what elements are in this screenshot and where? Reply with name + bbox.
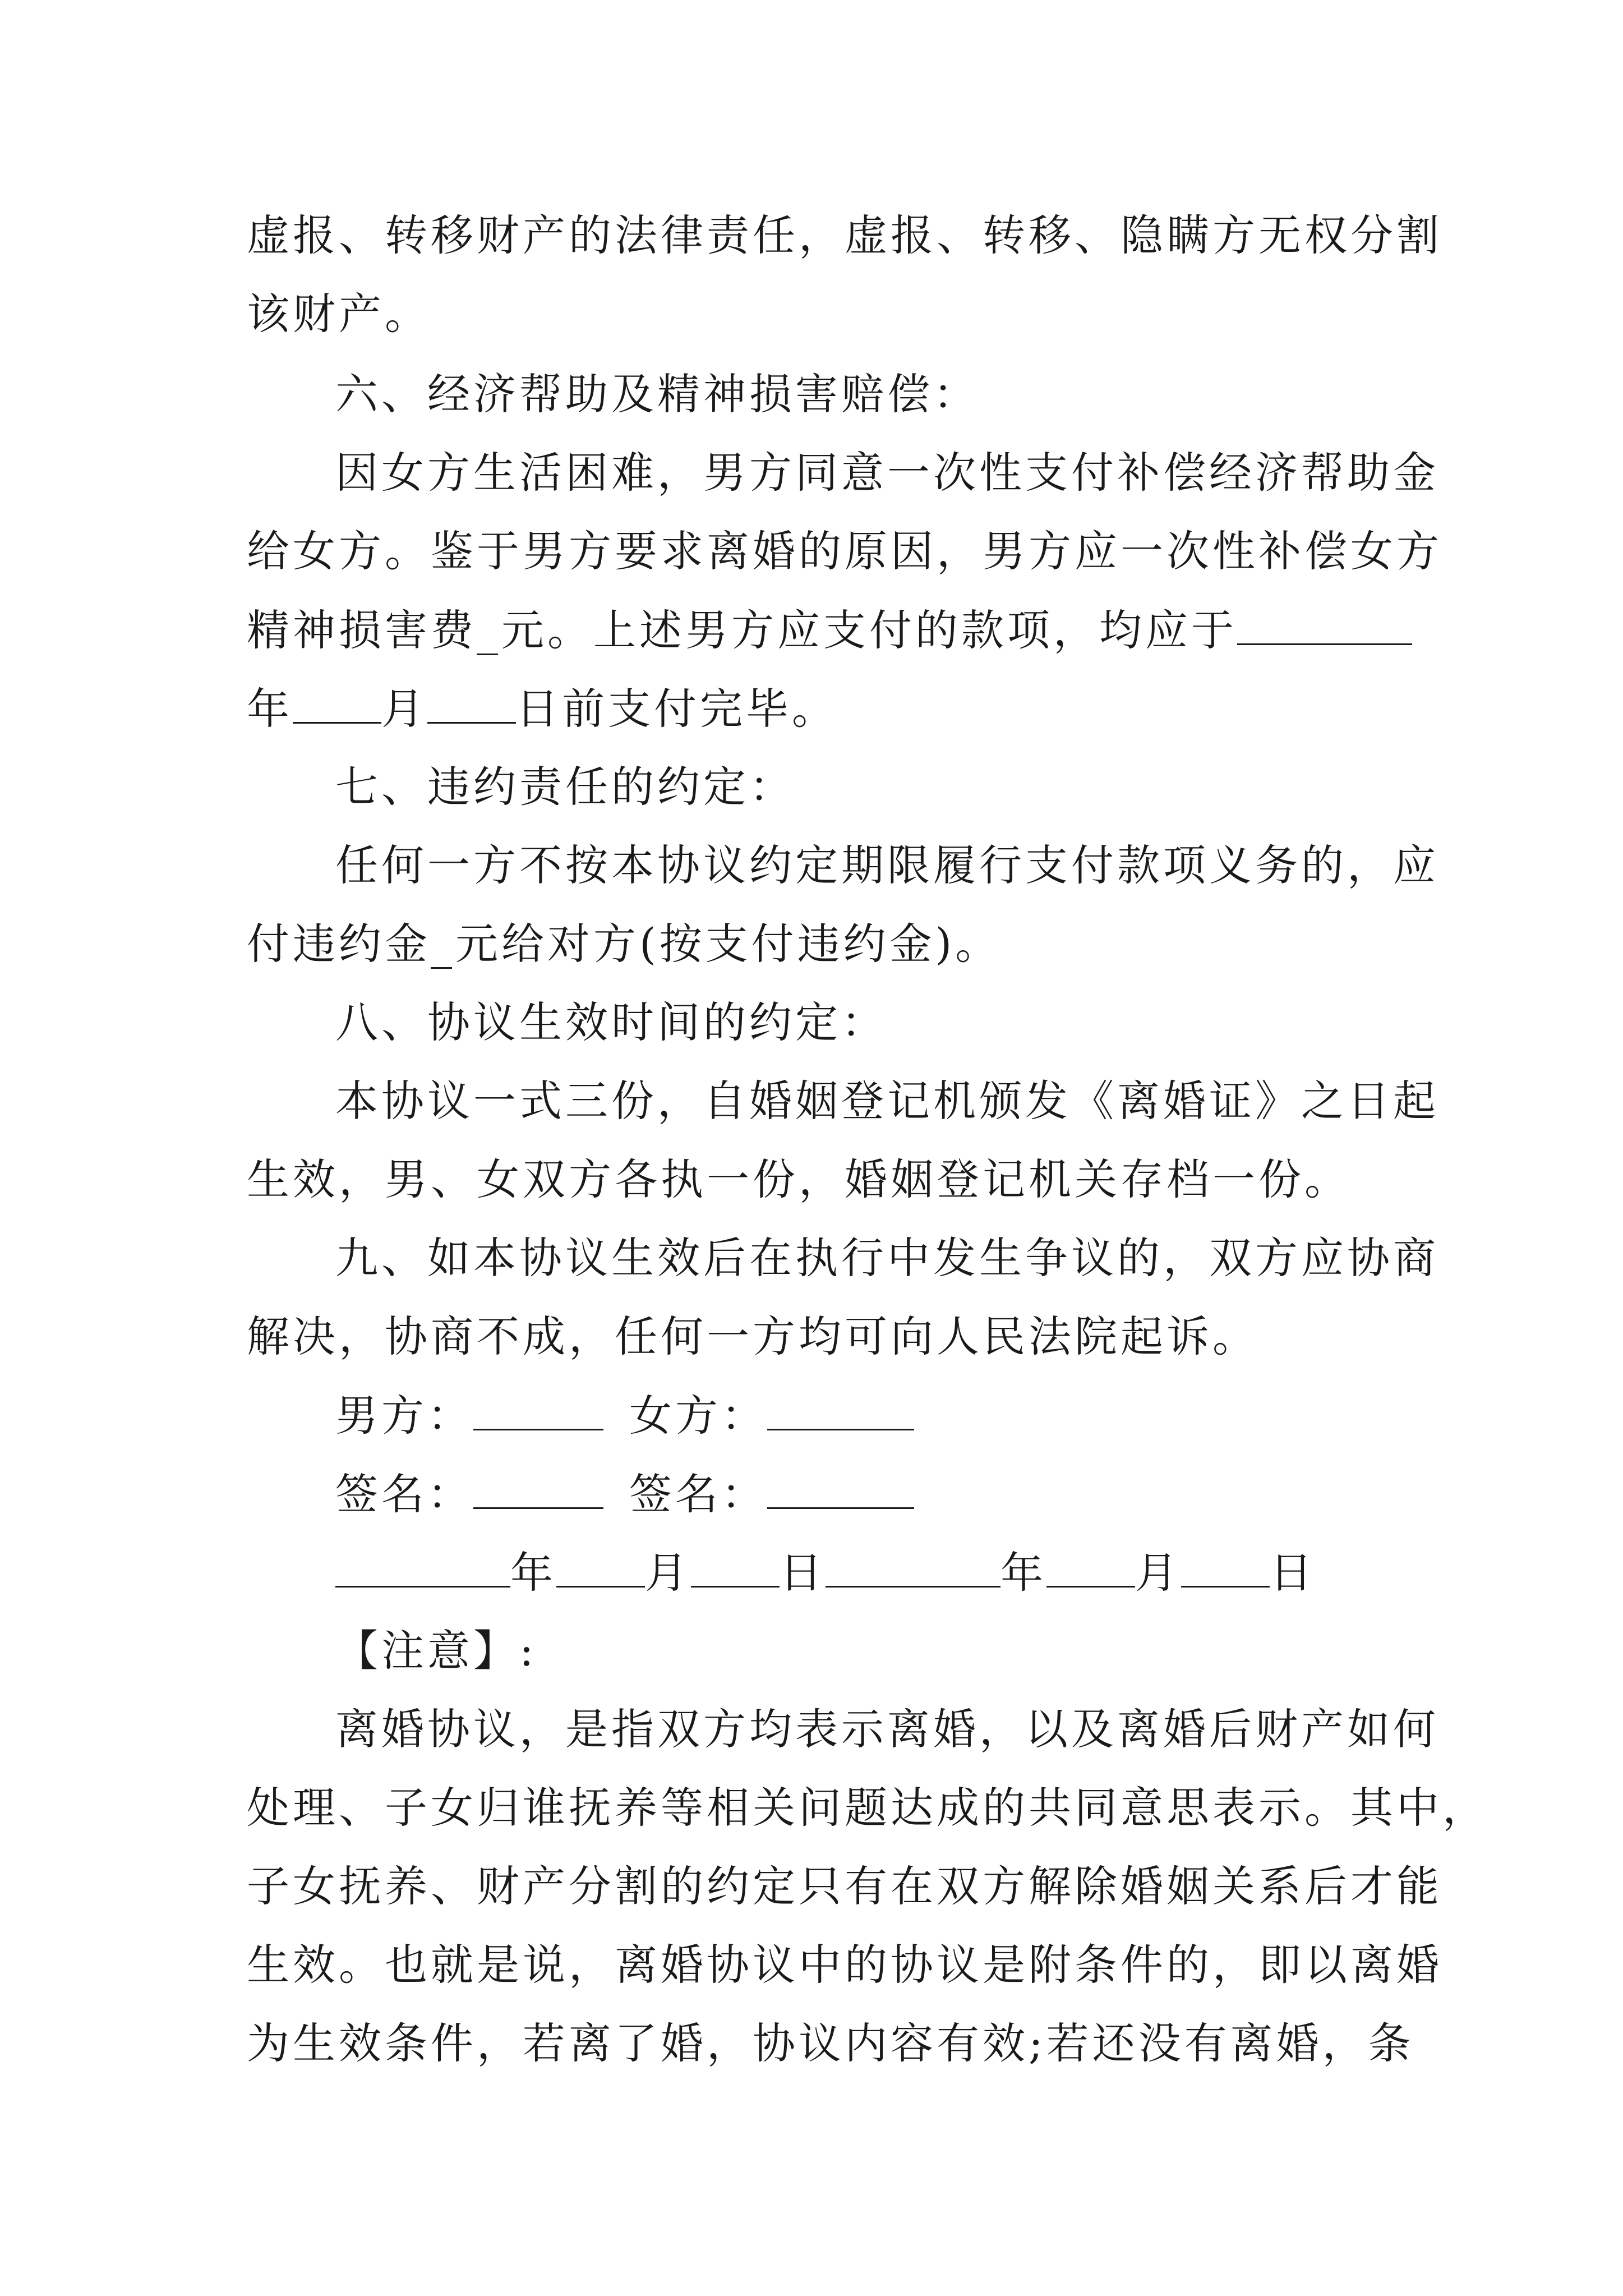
- man-name-blank: [473, 1387, 603, 1430]
- section-9-line-1: [335, 1230, 1439, 1286]
- note-line-3: [247, 1858, 1442, 1915]
- text: 子女抚养、财产分割的约定只有在双方解除婚姻关系后才能: [247, 1861, 1442, 1911]
- paragraph-8-line-1: [335, 1073, 1439, 1129]
- woman-name-blank: [767, 1387, 914, 1430]
- text: 月: [645, 1548, 691, 1598]
- text: 七、违约责任的约定：: [335, 762, 795, 812]
- text: 月: [1135, 1548, 1181, 1598]
- text: 【注意】:: [335, 1626, 537, 1676]
- text: 本协议一式三份，自婚姻登记机颁发《离婚证》之日起: [335, 1076, 1439, 1126]
- text: 给女方。鉴于男方要求离婚的原因，男方应一次性补偿女方: [247, 526, 1442, 576]
- woman-label: 女方：: [629, 1391, 767, 1441]
- paragraph-5-line-1: [247, 208, 1442, 264]
- man-signature-label: 签名：: [335, 1469, 473, 1519]
- blank-line: [293, 680, 381, 724]
- man-signature-blank: [473, 1466, 603, 1509]
- section-8-heading: [335, 995, 887, 1051]
- text: 九、如本协议生效后在执行中发生争议的，双方应协商: [335, 1233, 1439, 1283]
- note-line-4: [247, 1937, 1442, 1993]
- text: 精神损害费_元。上述男方应支付的款项，均应于: [247, 605, 1237, 655]
- woman-signature-blank: [767, 1466, 914, 1509]
- blank-line: [335, 1544, 510, 1588]
- blank-line: [826, 1544, 1000, 1588]
- date-row: [335, 1544, 1316, 1601]
- section-9-line-2: [247, 1309, 1258, 1365]
- text: 付违约金_元给对方(按支付违约金)。: [247, 919, 1002, 969]
- signature-row: [335, 1466, 914, 1522]
- text: 为生效条件，若离了婚，协议内容有效;若还没有离婚，条: [247, 2018, 1414, 2068]
- note-line-5: [247, 2016, 1414, 2072]
- paragraph-6-line-1: [335, 445, 1439, 501]
- text: 生效，男、女双方各执一份，婚姻登记机关存档一份。: [247, 1154, 1350, 1204]
- text: 处理、子女归谁抚养等相关问题达成的共同意思表示。其中，: [247, 1783, 1488, 1833]
- text: 八、协议生效时间的约定：: [335, 997, 887, 1047]
- text: 任何一方不按本协议约定期限履行支付款项义务的，应: [335, 840, 1439, 890]
- blank-line: [1046, 1544, 1135, 1588]
- paragraph-6-line-4: [247, 680, 838, 737]
- text: 六、经济帮助及精神损害赔偿：: [335, 369, 979, 419]
- paragraph-5-line-2: [247, 286, 431, 342]
- text: 离婚协议，是指双方均表示离婚，以及离婚后财产如何: [335, 1704, 1439, 1754]
- text: 日: [1270, 1548, 1316, 1598]
- text: 解决，协商不成，任何一方均可向人民法院起诉。: [247, 1312, 1258, 1361]
- note-line-2: [247, 1780, 1488, 1836]
- paragraph-8-line-2: [247, 1152, 1350, 1208]
- woman-signature-label: 签名：: [629, 1469, 767, 1519]
- section-7-heading: [335, 759, 795, 815]
- text: 日前支付完毕。: [516, 684, 838, 734]
- note-line-1: [335, 1701, 1439, 1757]
- blank-line: [691, 1544, 780, 1588]
- text: 虚报、转移财产的法律责任，虚报、转移、隐瞒方无权分割: [247, 210, 1442, 260]
- text: 生效。也就是说，离婚协议中的协议是附条件的，即以离婚: [247, 1940, 1442, 1990]
- blank-line: [427, 680, 516, 724]
- text: 因女方生活困难，男方同意一次性支付补偿经济帮助金: [335, 448, 1439, 498]
- text: 月: [381, 684, 427, 734]
- blank-line: [1181, 1544, 1270, 1588]
- man-label: 男方：: [335, 1391, 473, 1441]
- party-row: [335, 1387, 914, 1444]
- paragraph-6-line-3: [247, 602, 1412, 659]
- text: 该财产。: [247, 289, 431, 339]
- note-heading: [335, 1623, 537, 1679]
- section-6-heading: [335, 366, 979, 422]
- blank-line: [1237, 602, 1412, 645]
- text: 年: [510, 1548, 556, 1598]
- blank-line: [556, 1544, 645, 1588]
- paragraph-7-line-1: [335, 838, 1439, 894]
- text: 日: [780, 1548, 826, 1598]
- paragraph-6-line-2: [247, 523, 1442, 579]
- text: 年: [247, 684, 293, 734]
- text: 年: [1000, 1548, 1046, 1598]
- paragraph-7-line-2: [247, 916, 1001, 972]
